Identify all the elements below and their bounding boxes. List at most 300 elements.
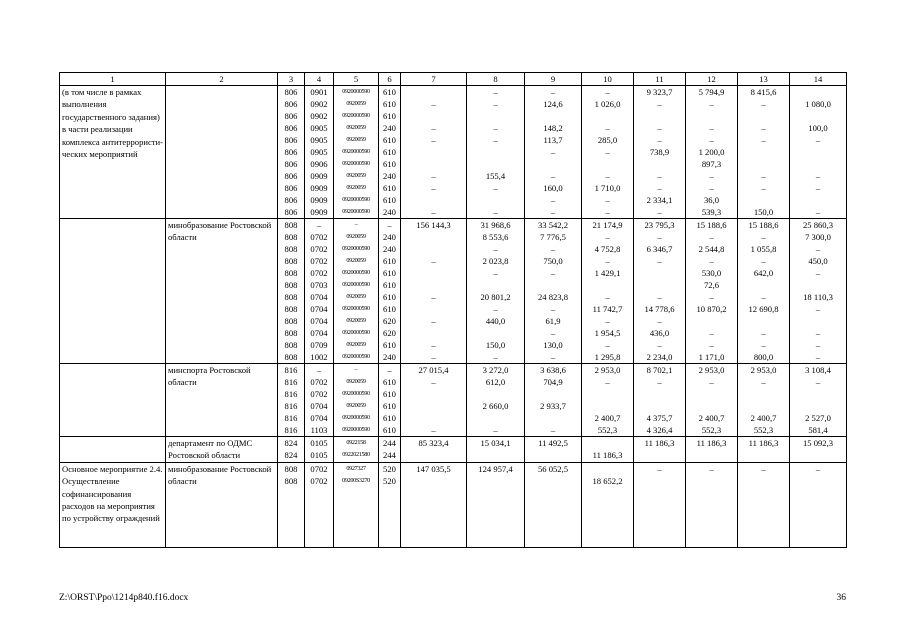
grbs-code-cell: [278, 511, 305, 523]
value-cell-year-7: –: [738, 462, 790, 475]
value-cell-year-4: 1 710,0: [582, 182, 634, 194]
value-cell-year-1: [401, 535, 467, 548]
value-cell-year-8: 7 300,0: [790, 231, 847, 243]
value-cell-year-6: –: [686, 339, 738, 351]
value-cell-year-2: 124 957,4: [467, 462, 525, 475]
value-cell-year-7: –: [738, 98, 790, 110]
value-cell-year-4: 21 174,9: [582, 219, 634, 232]
value-cell-year-8: 15 092,3: [790, 437, 847, 450]
target-article-cell: 0922158: [334, 437, 379, 450]
value-cell-year-3: [525, 110, 582, 122]
value-cell-year-2: 2 023,8: [467, 255, 525, 267]
value-cell-year-1: [401, 412, 467, 424]
value-cell-year-1: –: [401, 339, 467, 351]
value-cell-year-4: [582, 279, 634, 291]
value-cell-year-2: [467, 487, 525, 499]
grbs-code-cell: [278, 487, 305, 499]
value-cell-year-4: 1 026,0: [582, 98, 634, 110]
expense-type-cell: 240: [379, 231, 401, 243]
value-cell-year-7: [738, 487, 790, 499]
grbs-code-cell: 816: [278, 388, 305, 400]
expense-type-cell: 610: [379, 255, 401, 267]
column-header-7: 7: [401, 73, 467, 86]
value-cell-year-1: [401, 327, 467, 339]
value-cell-year-3: 7 776,5: [525, 231, 582, 243]
value-cell-year-5: [634, 511, 686, 523]
value-cell-year-1: –: [401, 182, 467, 194]
value-cell-year-5: [634, 158, 686, 170]
value-cell-year-5: [634, 110, 686, 122]
column-number-row: [60, 73, 847, 86]
target-article-cell: 0920059: [334, 182, 379, 194]
value-cell-year-1: [401, 511, 467, 523]
section-code-cell: 0704: [305, 303, 334, 315]
grbs-code-cell: 806: [278, 182, 305, 194]
value-cell-year-8: [790, 86, 847, 99]
value-cell-year-2: 155,4: [467, 170, 525, 182]
value-cell-year-2: 150,0: [467, 339, 525, 351]
value-cell-year-1: [401, 110, 467, 122]
value-cell-year-7: –: [738, 231, 790, 243]
target-article-cell: 0920059: [334, 122, 379, 134]
section-code-cell: 0105: [305, 437, 334, 450]
value-cell-year-6: –: [686, 231, 738, 243]
value-cell-year-3: [525, 499, 582, 511]
value-cell-year-8: [790, 400, 847, 412]
page-number: 36: [836, 593, 846, 603]
section-code-cell: 0905: [305, 146, 334, 158]
value-cell-year-8: [790, 315, 847, 327]
value-cell-year-8: –: [790, 182, 847, 194]
expense-type-cell: 240: [379, 206, 401, 219]
expense-type-cell: 244: [379, 449, 401, 462]
value-cell-year-7: 15 188,6: [738, 219, 790, 232]
value-cell-year-7: 8 415,6: [738, 86, 790, 99]
expense-type-cell: 610: [379, 194, 401, 206]
section-code-cell: 0902: [305, 110, 334, 122]
value-cell-year-2: [467, 146, 525, 158]
value-cell-year-3: [525, 158, 582, 170]
grbs-code-cell: 806: [278, 122, 305, 134]
target-article-cell: 0920000590: [334, 146, 379, 158]
table-body: [60, 73, 847, 548]
value-cell-year-8: –: [790, 462, 847, 475]
value-cell-year-2: [467, 110, 525, 122]
value-cell-year-5: –: [634, 206, 686, 219]
value-cell-year-3: –: [525, 146, 582, 158]
value-cell-year-5: –: [634, 291, 686, 303]
value-cell-year-1: [401, 499, 467, 511]
value-cell-year-3: –: [525, 243, 582, 255]
value-cell-year-3: [525, 487, 582, 499]
value-cell-year-8: [790, 523, 847, 535]
value-cell-year-1: –: [401, 424, 467, 437]
value-cell-year-1: –: [401, 255, 467, 267]
section-code-cell: [305, 535, 334, 548]
value-cell-year-8: [790, 158, 847, 170]
target-article-cell: 0920000590: [334, 86, 379, 99]
grbs-code-cell: 816: [278, 400, 305, 412]
value-cell-year-5: [634, 535, 686, 548]
column-header-13: 13: [738, 73, 790, 86]
value-cell-year-6: 897,3: [686, 158, 738, 170]
expense-type-cell: 240: [379, 122, 401, 134]
value-cell-year-7: 12 690,8: [738, 303, 790, 315]
value-cell-year-3: 61,9: [525, 315, 582, 327]
value-cell-year-7: –: [738, 327, 790, 339]
value-cell-year-1: –: [401, 315, 467, 327]
value-cell-year-8: –: [790, 327, 847, 339]
value-cell-year-2: [467, 535, 525, 548]
expense-type-cell: 610: [379, 424, 401, 437]
value-cell-year-6: 72,6: [686, 279, 738, 291]
value-cell-year-2: 8 553,6: [467, 231, 525, 243]
value-cell-year-7: [738, 388, 790, 400]
value-cell-year-1: [401, 267, 467, 279]
value-cell-year-6: 2 953,0: [686, 364, 738, 377]
measure-name-cell: Основное мероприятие 2.4. Осуществление софинансирования расходов на мероприятия по устройству ограждений: [60, 462, 166, 547]
value-cell-year-8: –: [790, 303, 847, 315]
expense-type-cell: –: [379, 364, 401, 377]
value-cell-year-7: 2 953,0: [738, 364, 790, 377]
value-cell-year-1: [401, 158, 467, 170]
expense-type-cell: 620: [379, 315, 401, 327]
value-cell-year-6: –: [686, 122, 738, 134]
grbs-code-cell: 806: [278, 98, 305, 110]
value-cell-year-2: –: [467, 424, 525, 437]
value-cell-year-2: [467, 158, 525, 170]
value-cell-year-2: [467, 499, 525, 511]
section-code-cell: 0702: [305, 231, 334, 243]
value-cell-year-6: [686, 499, 738, 511]
target-article-cell: [334, 523, 379, 535]
target-article-cell: 0920059: [334, 339, 379, 351]
target-article-cell: 09200S3270: [334, 475, 379, 487]
value-cell-year-1: [401, 400, 467, 412]
value-cell-year-2: –: [467, 243, 525, 255]
value-cell-year-6: [686, 535, 738, 548]
value-cell-year-7: [738, 535, 790, 548]
value-cell-year-2: –: [467, 303, 525, 315]
value-cell-year-1: [401, 231, 467, 243]
expense-type-cell: 610: [379, 339, 401, 351]
expense-type-cell: 610: [379, 376, 401, 388]
target-article-cell: 0920059: [334, 231, 379, 243]
section-code-cell: 0702: [305, 255, 334, 267]
value-cell-year-1: –: [401, 376, 467, 388]
value-cell-year-5: –: [634, 376, 686, 388]
value-cell-year-1: [401, 279, 467, 291]
value-cell-year-4: –: [582, 194, 634, 206]
value-cell-year-6: –: [686, 134, 738, 146]
value-cell-year-3: 750,0: [525, 255, 582, 267]
value-cell-year-4: 1 954,5: [582, 327, 634, 339]
value-cell-year-4: [582, 158, 634, 170]
value-cell-year-4: 18 652,2: [582, 475, 634, 487]
target-article-cell: 0920059: [334, 315, 379, 327]
section-code-cell: 0704: [305, 315, 334, 327]
value-cell-year-5: [634, 475, 686, 487]
column-header-12: 12: [686, 73, 738, 86]
value-cell-year-7: 642,0: [738, 267, 790, 279]
grbs-code-cell: 816: [278, 412, 305, 424]
expense-type-cell: 610: [379, 146, 401, 158]
value-cell-year-8: [790, 499, 847, 511]
section-code-cell: 0909: [305, 170, 334, 182]
value-cell-year-2: –: [467, 98, 525, 110]
value-cell-year-5: 14 778,6: [634, 303, 686, 315]
value-cell-year-4: [582, 437, 634, 450]
value-cell-year-2: –: [467, 122, 525, 134]
section-code-cell: 0905: [305, 134, 334, 146]
value-cell-year-3: –: [525, 351, 582, 364]
target-article-cell: 0920000590: [334, 303, 379, 315]
value-cell-year-8: 1 080,0: [790, 98, 847, 110]
executor-cell: минобразование Ростовской области: [166, 219, 278, 364]
value-cell-year-8: [790, 449, 847, 462]
grbs-code-cell: 808: [278, 291, 305, 303]
target-article-cell: 0920000590: [334, 206, 379, 219]
section-code-cell: –: [305, 364, 334, 377]
target-article-cell: 0920000590: [334, 194, 379, 206]
value-cell-year-4: –: [582, 86, 634, 99]
measure-name-cell: (в том числе в рамках выполнения государственного задания) в части реализации комплекса антитеррористи-ческих мероприятий: [60, 86, 166, 219]
value-cell-year-6: [686, 511, 738, 523]
value-cell-year-6: [686, 487, 738, 499]
value-cell-year-4: [582, 462, 634, 475]
column-header-6: 6: [379, 73, 401, 86]
value-cell-year-4: –: [582, 291, 634, 303]
section-code-cell: 0909: [305, 194, 334, 206]
value-cell-year-4: 2 400,7: [582, 412, 634, 424]
grbs-code-cell: 808: [278, 243, 305, 255]
target-article-cell: [334, 499, 379, 511]
value-cell-year-8: –: [790, 170, 847, 182]
value-cell-year-4: 11 186,3: [582, 449, 634, 462]
value-cell-year-1: [401, 303, 467, 315]
grbs-code-cell: 808: [278, 219, 305, 232]
value-cell-year-1: [401, 388, 467, 400]
value-cell-year-4: [582, 400, 634, 412]
value-cell-year-6: 1 200,0: [686, 146, 738, 158]
grbs-code-cell: 808: [278, 475, 305, 487]
expense-type-cell: 610: [379, 279, 401, 291]
value-cell-year-1: –: [401, 291, 467, 303]
value-cell-year-1: [401, 146, 467, 158]
value-cell-year-7: –: [738, 122, 790, 134]
value-cell-year-6: –: [686, 98, 738, 110]
value-cell-year-3: 11 492,5: [525, 437, 582, 450]
value-cell-year-6: [686, 388, 738, 400]
value-cell-year-7: [738, 158, 790, 170]
section-code-cell: [305, 523, 334, 535]
value-cell-year-4: [582, 523, 634, 535]
executor-cell: департамент по ОДМС Ростовской области: [166, 437, 278, 463]
target-article-cell: [334, 535, 379, 548]
value-cell-year-4: [582, 110, 634, 122]
target-article-cell: 0920000590: [334, 243, 379, 255]
grbs-code-cell: [278, 535, 305, 548]
grbs-code-cell: 806: [278, 206, 305, 219]
value-cell-year-7: 552,3: [738, 424, 790, 437]
value-cell-year-4: 552,3: [582, 424, 634, 437]
value-cell-year-6: 539,3: [686, 206, 738, 219]
table-row: [60, 219, 847, 232]
value-cell-year-2: 31 968,6: [467, 219, 525, 232]
column-header-9: 9: [525, 73, 582, 86]
value-cell-year-4: 11 742,7: [582, 303, 634, 315]
value-cell-year-2: [467, 327, 525, 339]
expense-type-cell: [379, 487, 401, 499]
value-cell-year-2: 20 801,2: [467, 291, 525, 303]
value-cell-year-6: –: [686, 170, 738, 182]
value-cell-year-8: [790, 475, 847, 487]
expense-type-cell: [379, 535, 401, 548]
value-cell-year-6: 530,0: [686, 267, 738, 279]
target-article-cell: 0920000590: [334, 279, 379, 291]
value-cell-year-8: [790, 110, 847, 122]
value-cell-year-4: –: [582, 255, 634, 267]
grbs-code-cell: 816: [278, 364, 305, 377]
value-cell-year-5: –: [634, 98, 686, 110]
section-code-cell: 0704: [305, 400, 334, 412]
expense-type-cell: 520: [379, 475, 401, 487]
value-cell-year-5: [634, 267, 686, 279]
grbs-code-cell: 808: [278, 255, 305, 267]
grbs-code-cell: 806: [278, 194, 305, 206]
value-cell-year-5: 2 234,0: [634, 351, 686, 364]
value-cell-year-7: –: [738, 339, 790, 351]
grbs-code-cell: 808: [278, 351, 305, 364]
grbs-code-cell: 806: [278, 158, 305, 170]
value-cell-year-6: 11 186,3: [686, 437, 738, 450]
value-cell-year-7: [738, 475, 790, 487]
grbs-code-cell: 816: [278, 376, 305, 388]
target-article-cell: 0920000590: [334, 424, 379, 437]
table-row: [60, 364, 847, 377]
section-code-cell: 0906: [305, 158, 334, 170]
value-cell-year-3: [525, 279, 582, 291]
value-cell-year-5: 738,9: [634, 146, 686, 158]
section-code-cell: 0704: [305, 291, 334, 303]
value-cell-year-7: 2 400,7: [738, 412, 790, 424]
value-cell-year-8: [790, 511, 847, 523]
value-cell-year-4: [582, 535, 634, 548]
grbs-code-cell: 808: [278, 267, 305, 279]
section-code-cell: 0909: [305, 182, 334, 194]
value-cell-year-7: 11 186,3: [738, 437, 790, 450]
value-cell-year-5: –: [634, 182, 686, 194]
executor-cell: [166, 86, 278, 219]
value-cell-year-2: [467, 194, 525, 206]
value-cell-year-5: –: [634, 255, 686, 267]
expense-type-cell: 610: [379, 388, 401, 400]
column-header-1: 1: [60, 73, 166, 86]
grbs-code-cell: 806: [278, 134, 305, 146]
value-cell-year-8: [790, 535, 847, 548]
value-cell-year-4: [582, 511, 634, 523]
value-cell-year-5: –: [634, 315, 686, 327]
expense-type-cell: 610: [379, 400, 401, 412]
value-cell-year-6: –: [686, 327, 738, 339]
value-cell-year-2: [467, 523, 525, 535]
value-cell-year-7: [738, 511, 790, 523]
section-code-cell: 0902: [305, 98, 334, 110]
value-cell-year-6: 552,3: [686, 424, 738, 437]
value-cell-year-3: [525, 388, 582, 400]
value-cell-year-8: –: [790, 339, 847, 351]
value-cell-year-6: [686, 475, 738, 487]
value-cell-year-1: [401, 523, 467, 535]
section-code-cell: 0909: [305, 206, 334, 219]
value-cell-year-3: 24 823,8: [525, 291, 582, 303]
value-cell-year-8: –: [790, 351, 847, 364]
target-article-cell: –: [334, 364, 379, 377]
value-cell-year-7: –: [738, 376, 790, 388]
expense-type-cell: 610: [379, 134, 401, 146]
expense-type-cell: [379, 511, 401, 523]
column-header-2: 2: [166, 73, 278, 86]
value-cell-year-8: [790, 194, 847, 206]
grbs-code-cell: 808: [278, 339, 305, 351]
grbs-code-cell: 808: [278, 303, 305, 315]
value-cell-year-7: 150,0: [738, 206, 790, 219]
expense-type-cell: 610: [379, 291, 401, 303]
table-row: [60, 86, 847, 99]
grbs-code-cell: 808: [278, 279, 305, 291]
value-cell-year-6: 10 870,2: [686, 303, 738, 315]
value-cell-year-6: –: [686, 376, 738, 388]
value-cell-year-6: [686, 400, 738, 412]
value-cell-year-4: –: [582, 122, 634, 134]
value-cell-year-5: –: [634, 122, 686, 134]
value-cell-year-1: [401, 449, 467, 462]
expense-type-cell: 610: [379, 158, 401, 170]
value-cell-year-7: –: [738, 134, 790, 146]
value-cell-year-1: 147 035,5: [401, 462, 467, 475]
measure-name-cell: [60, 219, 166, 364]
value-cell-year-2: –: [467, 206, 525, 219]
expense-type-cell: 610: [379, 86, 401, 99]
value-cell-year-5: 6 346,7: [634, 243, 686, 255]
section-code-cell: 0901: [305, 86, 334, 99]
value-cell-year-4: –: [582, 376, 634, 388]
value-cell-year-2: [467, 449, 525, 462]
value-cell-year-4: –: [582, 231, 634, 243]
footer-file-path: Z:\ORST\Ppo\1214p840.f16.docx: [59, 593, 189, 603]
value-cell-year-8: –: [790, 267, 847, 279]
section-code-cell: 0702: [305, 243, 334, 255]
value-cell-year-5: [634, 279, 686, 291]
value-cell-year-8: 100,0: [790, 122, 847, 134]
value-cell-year-3: 3 638,6: [525, 364, 582, 377]
value-cell-year-3: [525, 511, 582, 523]
value-cell-year-1: [401, 487, 467, 499]
column-header-8: 8: [467, 73, 525, 86]
expense-type-cell: 610: [379, 412, 401, 424]
section-code-cell: –: [305, 219, 334, 232]
value-cell-year-5: –: [634, 339, 686, 351]
target-article-cell: 0920059: [334, 291, 379, 303]
column-header-3: 3: [278, 73, 305, 86]
value-cell-year-8: [790, 388, 847, 400]
section-code-cell: 0704: [305, 412, 334, 424]
value-cell-year-8: [790, 487, 847, 499]
value-cell-year-5: [634, 400, 686, 412]
target-article-cell: 0920059: [334, 400, 379, 412]
value-cell-year-7: [738, 110, 790, 122]
grbs-code-cell: 806: [278, 170, 305, 182]
